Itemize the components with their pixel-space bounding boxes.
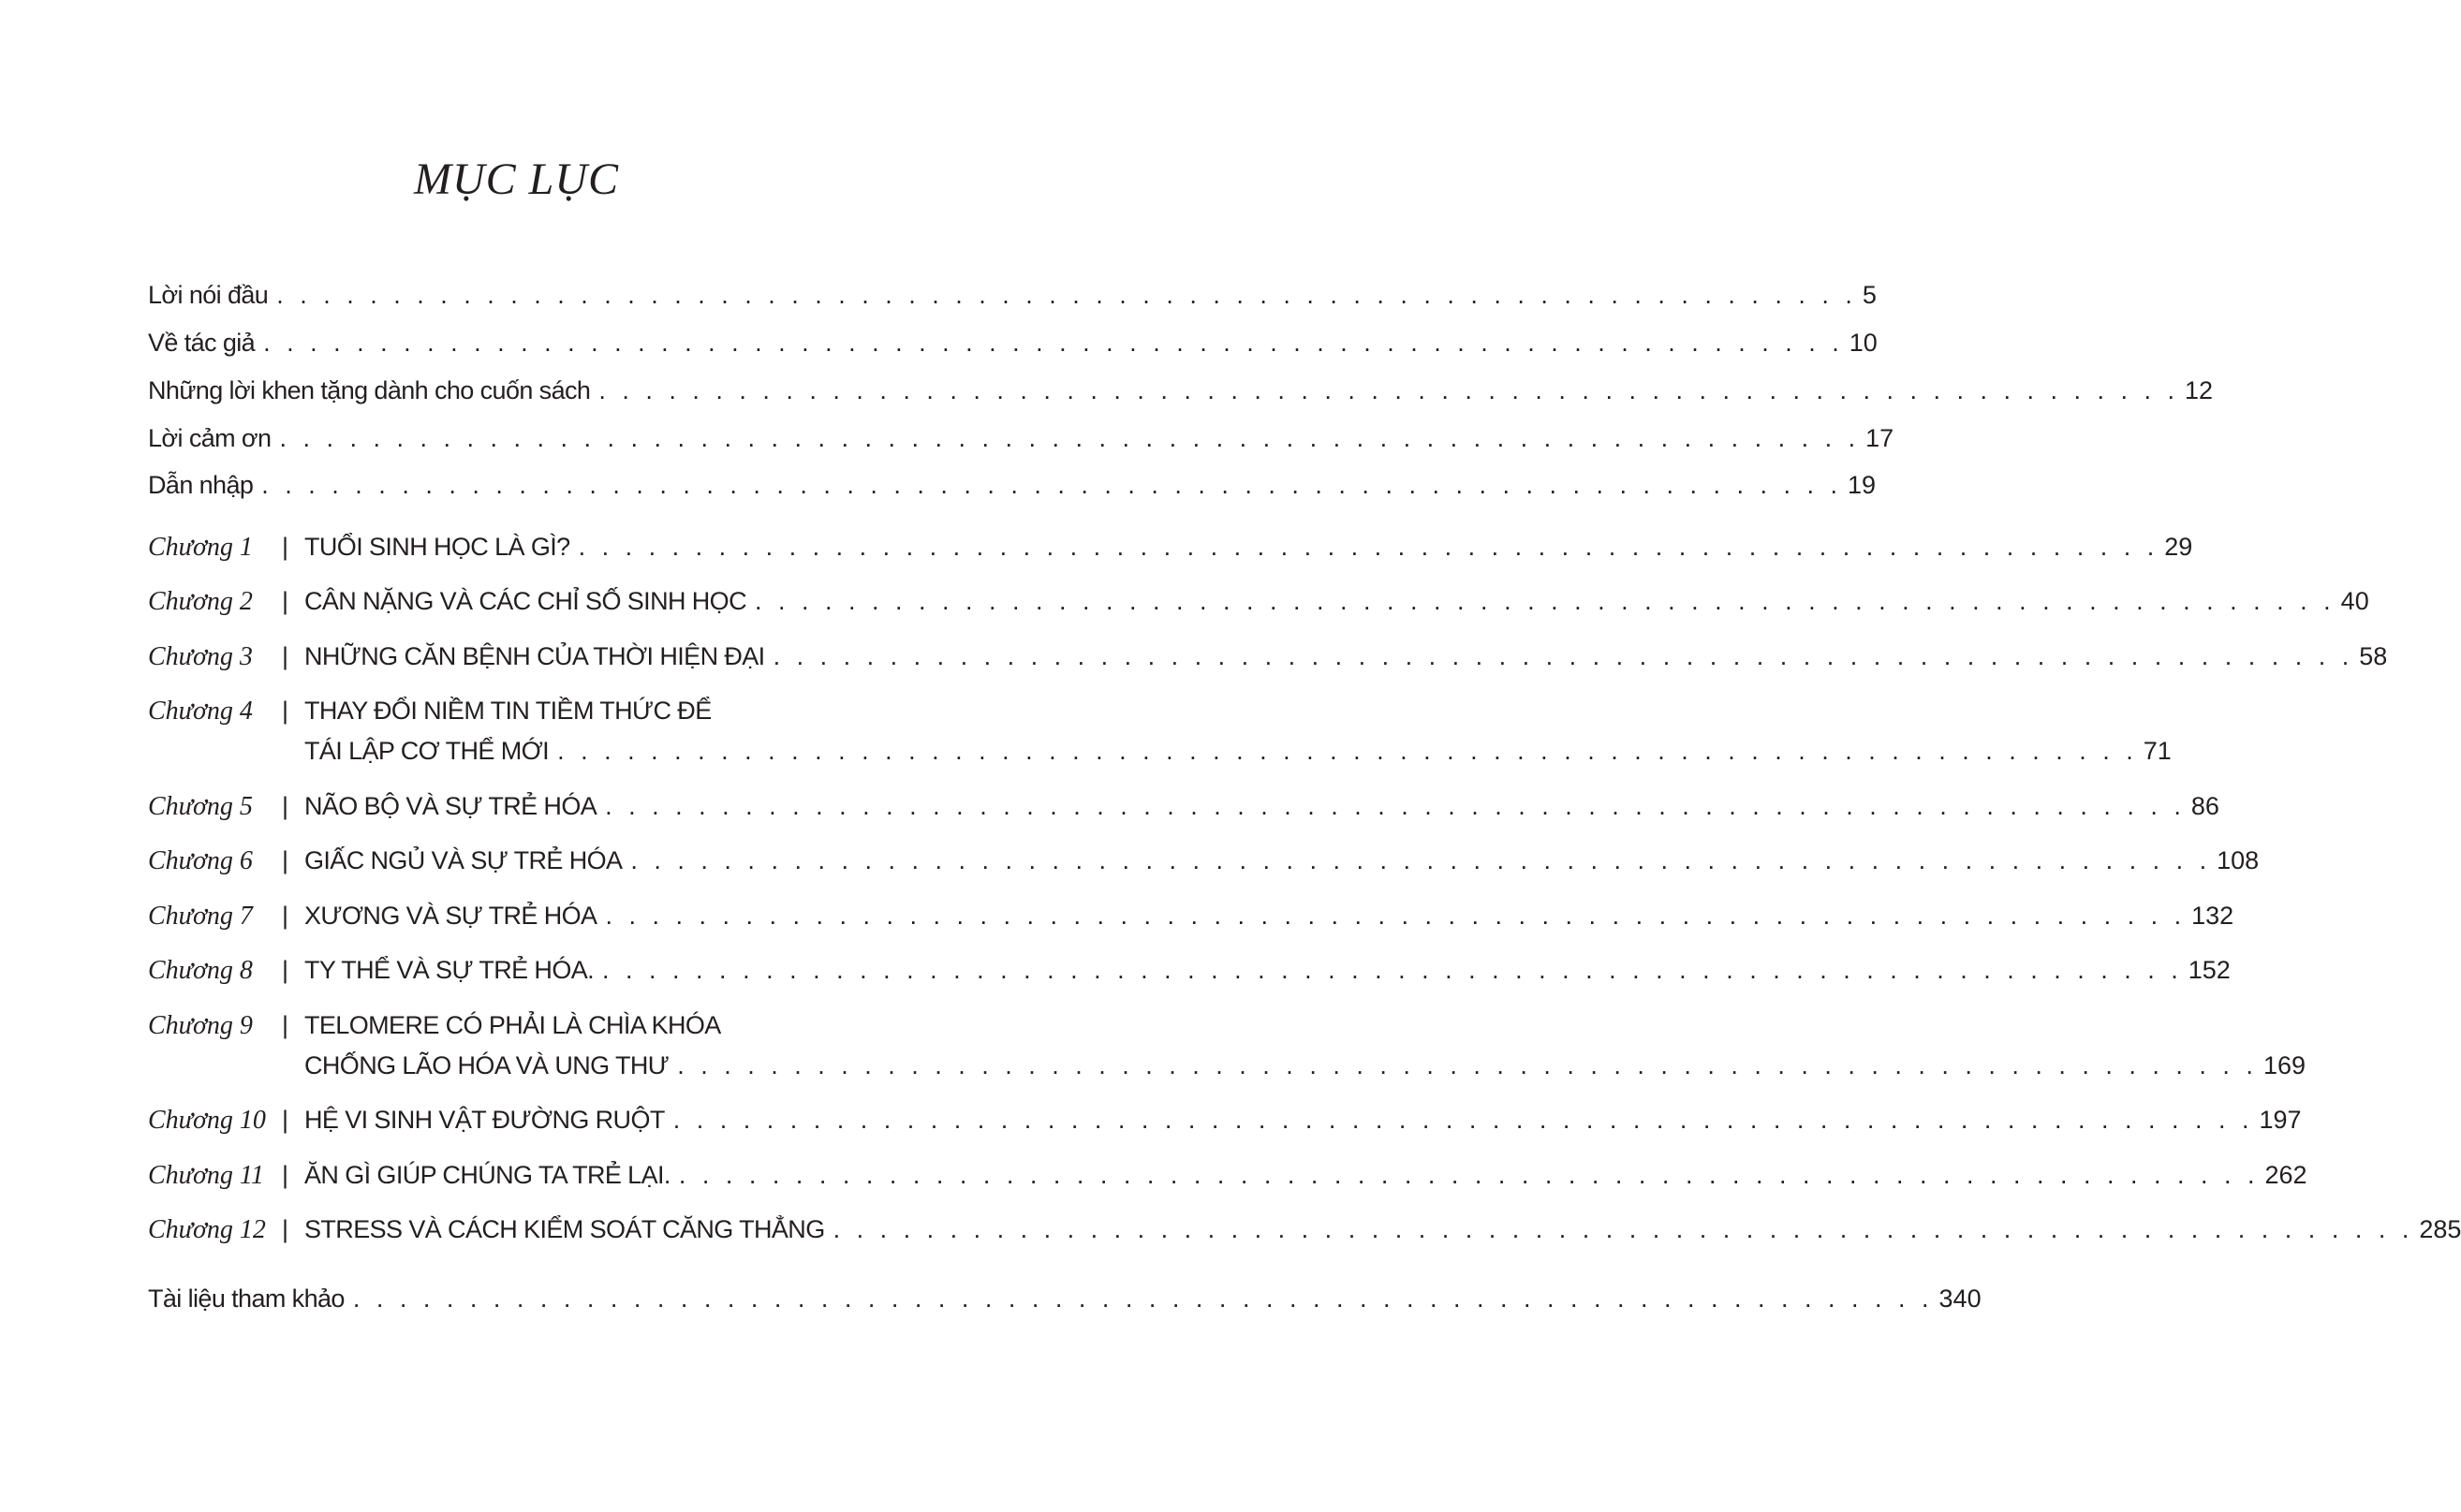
chapter-number: Chương 7 bbox=[148, 902, 253, 931]
toc-entry-label: Tài liệu tham khảo bbox=[148, 1284, 345, 1313]
toc-entry-page: 12 bbox=[2185, 376, 2214, 404]
chapter-page: 197 bbox=[2259, 1106, 2302, 1134]
toc-chapter-2[interactable] bbox=[148, 587, 2369, 616]
toc-chapter-1[interactable] bbox=[148, 533, 2193, 562]
dot-leader: . . . . . . . . . . . . . . . . . . . . . . . . . . . . . . . . . . . . . . . . . . . . . . . . . . . . . . . . . . . . . . . . . . . . bbox=[557, 737, 2138, 765]
toc-entry-label: Lời nói đầu bbox=[148, 281, 269, 309]
toc-chapter-5[interactable] bbox=[148, 792, 2219, 821]
chapter-page: 29 bbox=[2164, 533, 2193, 561]
dot-leader: . . . . . . . . . . . . . . . . . . . . . . . . . . . . . . . . . . . . . . . . . . . . . . . . . . . . . . . . . . . . . . . . . . . . bbox=[630, 846, 2212, 874]
chapter-title: XƯƠNG VÀ SỰ TRẺ HÓA bbox=[304, 902, 597, 930]
chapter-page: 169 bbox=[2262, 1051, 2306, 1079]
chapter-title: TY THỂ VÀ SỰ TRẺ HÓA. bbox=[304, 956, 595, 984]
toc-entry-about-author[interactable] bbox=[148, 329, 1878, 357]
toc-chapter-9[interactable] bbox=[148, 1013, 886, 1039]
dot-leader: . . . . . . . . . . . . . . . . . . . . . . . . . . . . . . . . . . . . . . . . . . . . . . . . . . . . . . . . . . . . . . . . . . . . bbox=[352, 1284, 1934, 1313]
toc-entry-label: Những lời khen tặng dành cho cuốn sách bbox=[148, 376, 591, 404]
chapter-title-continued: TÁI LẬP CƠ THỂ MỚI bbox=[304, 737, 550, 765]
chapter-title-continued: CHỐNG LÃO HÓA VÀ UNG THƯ bbox=[304, 1051, 670, 1079]
chapter-separator: | bbox=[282, 1106, 288, 1134]
toc-chapter-4-continued[interactable] bbox=[304, 737, 2172, 765]
chapter-separator: | bbox=[282, 1011, 288, 1039]
chapter-separator: | bbox=[282, 956, 288, 984]
chapter-separator: | bbox=[282, 792, 288, 820]
chapter-title: TELOMERE CÓ PHẢI LÀ CHÌA KHÓA bbox=[304, 1011, 721, 1039]
dot-leader: . . . . . . . . . . . . . . . . . . . . . . . . . . . . . . . . . . . . . . . . . . . . . . . . . . . . . . . . . . . . . . . . . . . . bbox=[276, 281, 1857, 309]
chapter-number: Chương 10 bbox=[148, 1106, 266, 1135]
chapter-separator: | bbox=[282, 1161, 288, 1189]
toc-entry-page: 17 bbox=[1865, 424, 1894, 452]
toc-entry-label: Dẫn nhập bbox=[148, 471, 254, 499]
chapter-page: 58 bbox=[2359, 642, 2388, 670]
chapter-page: 86 bbox=[2190, 792, 2219, 820]
dot-leader: . . . . . . . . . . . . . . . . . . . . . . . . . . . . . . . . . . . . . . . . . . . . . . . . . . . . . . . . . . . . . . . . . . . . bbox=[672, 1106, 2254, 1134]
chapter-separator: | bbox=[282, 902, 288, 930]
chapter-page: 40 bbox=[2340, 587, 2369, 615]
chapter-page: 108 bbox=[2217, 846, 2260, 874]
chapter-title: TUỔI SINH HỌC LÀ GÌ? bbox=[304, 533, 570, 561]
chapter-number: Chương 11 bbox=[148, 1161, 264, 1190]
toc-entry-preface[interactable] bbox=[148, 281, 1877, 309]
chapter-number: Chương 9 bbox=[148, 1011, 253, 1040]
toc-entry-page: 340 bbox=[1938, 1284, 1982, 1313]
chapter-title: CÂN NẶNG VÀ CÁC CHỈ SỐ SINH HỌC bbox=[304, 587, 746, 615]
dot-leader: . . . . . . . . . . . . . . . . . . . . . . . . . . . . . . . . . . . . . . . . . . . . . . . . . . . . . . . . . . . . . . . . . . . . bbox=[578, 533, 2159, 561]
page-title: MỤC LỤC bbox=[413, 154, 620, 204]
dot-leader: . . . . . . . . . . . . . . . . . . . . . . . . . . . . . . . . . . . . . . . . . . . . . . . . . . . . . . . . . . . . . . . . . . . . bbox=[279, 424, 1861, 452]
dot-leader: . . . . . . . . . . . . . . . . . . . . . . . . . . . . . . . . . . . . . . . . . . . . . . . . . . . . . . . . . . . . . . . . . . . . bbox=[754, 587, 2336, 615]
toc-chapter-3[interactable] bbox=[148, 642, 2388, 671]
toc-chapter-11[interactable] bbox=[148, 1161, 2307, 1190]
toc-chapter-8[interactable] bbox=[148, 956, 2231, 985]
dot-leader: . . . . . . . . . . . . . . . . . . . . . . . . . . . . . . . . . . . . . . . . . . . . . . . . . . . . . . . . . . . . . . . . . . . . bbox=[605, 902, 2187, 930]
dot-leader: . . . . . . . . . . . . . . . . . . . . . . . . . . . . . . . . . . . . . . . . . . . . . . . . . . . . . . . . . . . . . . . . . . . . bbox=[261, 471, 1842, 499]
table-of-contents bbox=[148, 0, 2461, 1512]
chapter-title: STRESS VÀ CÁCH KIỂM SOÁT CĂNG THẲNG bbox=[304, 1215, 825, 1243]
chapter-page: 71 bbox=[2143, 737, 2172, 765]
toc-chapter-12[interactable] bbox=[148, 1215, 2461, 1244]
chapter-number: Chương 5 bbox=[148, 792, 253, 821]
dot-leader: . . . . . . . . . . . . . . . . . . . . . . . . . . . . . . . . . . . . . . . . . . . . . . . . . . . . . . . . . . . . . . . . . . . . bbox=[773, 642, 2354, 670]
toc-chapter-4[interactable] bbox=[148, 698, 886, 725]
chapter-title: GIẤC NGỦ VÀ SỰ TRẺ HÓA bbox=[304, 846, 623, 874]
toc-entry-page: 10 bbox=[1849, 329, 1878, 357]
toc-chapter-6[interactable] bbox=[148, 846, 2260, 875]
dot-leader: . . . . . . . . . . . . . . . . . . . . . . . . . . . . . . . . . . . . . . . . . . . . . . . . . . . . . . . . . . . . . . . . . . . . bbox=[598, 376, 2180, 404]
chapter-separator: | bbox=[282, 642, 288, 670]
toc-chapter-7[interactable] bbox=[148, 902, 2234, 931]
dot-leader: . . . . . . . . . . . . . . . . . . . . . . . . . . . . . . . . . . . . . . . . . . . . . . . . . . . . . . . . . . . . . . . . . . . . bbox=[263, 329, 1844, 357]
chapter-number: Chương 2 bbox=[148, 587, 253, 616]
chapter-title: HỆ VI SINH VẬT ĐƯỜNG RUỘT bbox=[304, 1106, 665, 1134]
chapter-separator: | bbox=[282, 697, 288, 725]
toc-entry-acknowledgements[interactable] bbox=[148, 424, 1894, 452]
chapter-title: NHỮNG CĂN BỆNH CỦA THỜI HIỆN ĐẠI bbox=[304, 642, 765, 670]
chapter-page: 132 bbox=[2191, 902, 2234, 930]
chapter-separator: | bbox=[282, 846, 288, 874]
chapter-separator: | bbox=[282, 1215, 288, 1243]
chapter-number: Chương 3 bbox=[148, 642, 253, 671]
toc-entry-references[interactable] bbox=[148, 1284, 1982, 1313]
dot-leader: . . . . . . . . . . . . . . . . . . . . . . . . . . . . . . . . . . . . . . . . . . . . . . . . . . . . . . . . . . . . . . . . . . . . bbox=[678, 1161, 2260, 1189]
toc-entry-praise[interactable] bbox=[148, 376, 2214, 404]
dot-leader: . . . . . . . . . . . . . . . . . . . . . . . . . . . . . . . . . . . . . . . . . . . . . . . . . . . . . . . . . . . . . . . . . . . . bbox=[677, 1051, 2258, 1079]
toc-chapter-10[interactable] bbox=[148, 1106, 2302, 1135]
chapter-page: 285 bbox=[2419, 1215, 2461, 1243]
chapter-number: Chương 12 bbox=[148, 1215, 266, 1244]
toc-entry-page: 5 bbox=[1862, 281, 1877, 309]
chapter-number: Chương 8 bbox=[148, 956, 253, 985]
chapter-number: Chương 4 bbox=[148, 697, 253, 726]
chapter-title: THAY ĐỔI NIỀM TIN TIỀM THỨC ĐỂ bbox=[304, 697, 712, 725]
chapter-page: 152 bbox=[2188, 956, 2231, 984]
dot-leader: . . . . . . . . . . . . . . . . . . . . . . . . . . . . . . . . . . . . . . . . . . . . . . . . . . . . . . . . . . . . . . . . . . . . bbox=[602, 956, 2183, 984]
chapter-number: Chương 1 bbox=[148, 533, 253, 562]
chapter-page: 262 bbox=[2264, 1161, 2307, 1189]
chapter-separator: | bbox=[282, 533, 288, 561]
toc-chapter-9-continued[interactable] bbox=[304, 1051, 2306, 1079]
dot-leader: . . . . . . . . . . . . . . . . . . . . . . . . . . . . . . . . . . . . . . . . . . . . . . . . . . . . . . . . . . . . . . . . . . . . bbox=[605, 792, 2186, 820]
chapter-number: Chương 6 bbox=[148, 846, 253, 875]
toc-entry-page: 19 bbox=[1848, 471, 1877, 499]
toc-entry-introduction[interactable] bbox=[148, 471, 1877, 499]
chapter-title: ĂN GÌ GIÚP CHÚNG TA TRẺ LẠI. bbox=[304, 1161, 671, 1189]
chapter-separator: | bbox=[282, 587, 288, 615]
chapter-title: NÃO BỘ VÀ SỰ TRẺ HÓA bbox=[304, 792, 597, 820]
toc-entry-label: Về tác giả bbox=[148, 329, 256, 357]
toc-entry-label: Lời cảm ơn bbox=[148, 424, 272, 452]
dot-leader: . . . . . . . . . . . . . . . . . . . . . . . . . . . . . . . . . . . . . . . . . . . . . . . . . . . . . . . . . . . . . . . . . . . . bbox=[833, 1215, 2414, 1243]
